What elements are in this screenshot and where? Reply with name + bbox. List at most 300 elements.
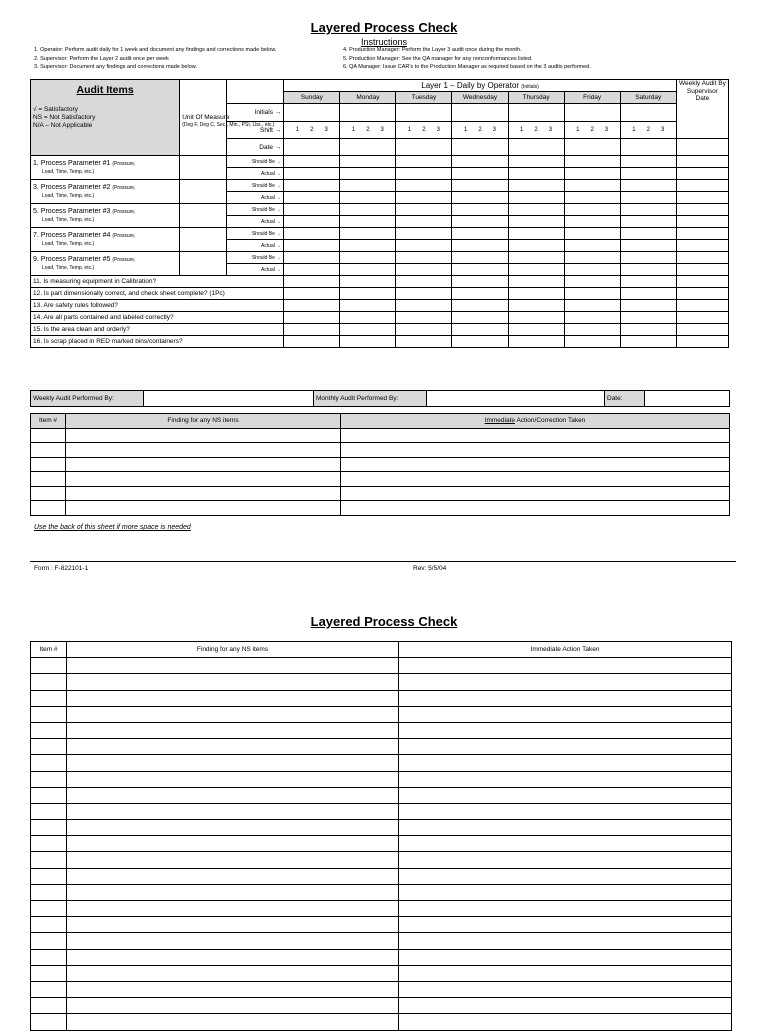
weekly-date-cell[interactable] [676, 139, 728, 156]
table-row [31, 1014, 732, 1030]
finding-cell[interactable] [67, 771, 399, 787]
value-cell[interactable] [508, 216, 564, 228]
should-be-label: Should Be → [227, 180, 284, 192]
value-cell[interactable] [452, 252, 508, 264]
parameter-label: 9. Process Parameter #5 (Pressure, Load, Time, Temp, etc.) [31, 252, 180, 276]
table-row [31, 428, 730, 443]
finding-cell[interactable] [66, 457, 341, 472]
table-row [31, 501, 730, 516]
finding-cell[interactable] [67, 884, 399, 900]
table-row [31, 820, 732, 836]
check-cell[interactable] [676, 300, 728, 312]
value-cell[interactable] [452, 240, 508, 252]
unit-cell[interactable] [180, 204, 227, 228]
value-cell[interactable] [452, 180, 508, 192]
item-cell[interactable] [31, 658, 67, 674]
value-cell[interactable] [396, 168, 452, 180]
value-cell[interactable] [396, 252, 452, 264]
check-cell[interactable] [676, 288, 728, 300]
item-cell[interactable] [31, 690, 67, 706]
check-cell[interactable] [508, 324, 564, 336]
shift-cell[interactable]: 1 2 3 [340, 122, 396, 139]
item-cell[interactable] [31, 933, 67, 949]
item-cell[interactable] [31, 755, 67, 771]
value-cell[interactable] [564, 180, 620, 192]
finding-cell[interactable] [67, 820, 399, 836]
table-row [31, 690, 732, 706]
table-row [31, 965, 732, 981]
value-cell[interactable] [508, 264, 564, 276]
legend-satisfactory: √ = Satisfactory [33, 106, 78, 113]
date-cell[interactable] [620, 139, 676, 156]
audit-items-title: Audit Items [76, 84, 134, 96]
item-cell[interactable] [31, 998, 67, 1014]
check-cell[interactable] [284, 336, 340, 348]
item-cell[interactable] [31, 868, 67, 884]
value-cell[interactable] [508, 228, 564, 240]
table-row [31, 486, 730, 501]
action-cell[interactable] [399, 658, 732, 674]
action-cell[interactable] [399, 965, 732, 981]
action-cell[interactable] [399, 884, 732, 900]
check-cell[interactable] [340, 276, 396, 288]
table-row [31, 836, 732, 852]
action-cell[interactable] [399, 917, 732, 933]
actual-label: Actual → [227, 168, 284, 180]
check-cell[interactable] [508, 336, 564, 348]
finding-cell[interactable] [66, 501, 341, 516]
value-cell[interactable] [396, 204, 452, 216]
check-cell[interactable] [452, 276, 508, 288]
item-cell[interactable] [31, 501, 66, 516]
finding-cell[interactable] [67, 658, 399, 674]
finding-cell[interactable] [67, 933, 399, 949]
value-cell[interactable] [340, 228, 396, 240]
action-cell[interactable] [399, 755, 732, 771]
value-cell[interactable] [620, 192, 676, 204]
item-cell[interactable] [31, 949, 67, 965]
check-cell[interactable] [508, 312, 564, 324]
item-cell[interactable] [31, 443, 66, 458]
check-cell[interactable] [396, 300, 452, 312]
day-monday: Monday [340, 92, 396, 104]
action-cell[interactable] [399, 722, 732, 738]
finding-cell[interactable] [67, 803, 399, 819]
legend-not-applicable: N/A – Not Applicable [33, 122, 93, 129]
shift-cell[interactable]: 1 2 3 [620, 122, 676, 139]
action-cell[interactable] [399, 787, 732, 803]
finding-cell[interactable] [66, 443, 341, 458]
parameter-label: 3. Process Parameter #2 (Pressure, Load, Time, Temp, etc.) [31, 180, 180, 204]
date-cell[interactable] [564, 139, 620, 156]
finding-cell[interactable] [67, 917, 399, 933]
check-cell[interactable] [452, 300, 508, 312]
value-cell[interactable] [396, 228, 452, 240]
check-cell[interactable] [564, 288, 620, 300]
value-cell[interactable] [396, 192, 452, 204]
value-cell[interactable] [284, 240, 340, 252]
value-cell[interactable] [284, 204, 340, 216]
unit-label: Unit Of Measure [182, 114, 230, 121]
monthly-audit-field[interactable] [427, 391, 605, 407]
check-cell[interactable] [284, 276, 340, 288]
finding-cell[interactable] [67, 949, 399, 965]
item-cell[interactable] [31, 428, 66, 443]
action-cell[interactable] [399, 739, 732, 755]
value-cell[interactable] [676, 168, 728, 180]
revision: Rev: 5/5/04 [413, 565, 447, 572]
value-cell[interactable] [452, 264, 508, 276]
value-cell[interactable] [676, 180, 728, 192]
finding-cell[interactable] [66, 428, 341, 443]
check-cell[interactable] [676, 276, 728, 288]
value-cell[interactable] [620, 240, 676, 252]
audit-items-cell [31, 80, 180, 156]
value-cell[interactable] [340, 216, 396, 228]
check-cell[interactable] [340, 324, 396, 336]
check-cell[interactable] [396, 288, 452, 300]
table-row [31, 901, 732, 917]
weekly-audit-label: Weekly Audit Performed By: [31, 391, 144, 407]
value-cell[interactable] [340, 264, 396, 276]
value-cell[interactable] [620, 264, 676, 276]
action-cell[interactable] [399, 949, 732, 965]
item-cell[interactable] [31, 674, 67, 690]
audit-table [30, 79, 729, 348]
finding-cell[interactable] [67, 852, 399, 868]
question-label: 14. Are all parts contained and labeled correctly? [31, 312, 284, 324]
value-cell[interactable] [564, 228, 620, 240]
initials-cell[interactable] [340, 104, 396, 122]
action-cell[interactable] [341, 428, 730, 443]
check-cell[interactable] [396, 324, 452, 336]
table-row [31, 674, 732, 690]
date-cell[interactable] [508, 139, 564, 156]
check-cell[interactable] [284, 324, 340, 336]
finding-cell[interactable] [67, 836, 399, 852]
item-cell[interactable] [31, 771, 67, 787]
action-cell[interactable] [399, 803, 732, 819]
check-cell[interactable] [452, 324, 508, 336]
should-be-label: Should Be → [227, 156, 284, 168]
value-cell[interactable] [340, 192, 396, 204]
finding-cell[interactable] [67, 965, 399, 981]
layer-header: Layer 1 – Daily by Operator (Initials) [284, 80, 677, 92]
item-cell[interactable] [31, 884, 67, 900]
value-cell[interactable] [396, 216, 452, 228]
finding-cell[interactable] [67, 868, 399, 884]
day-thursday: Thursday [508, 92, 564, 104]
action-cell[interactable] [399, 981, 732, 997]
instruction-2: 2. Supervisor: Perform the Layer 2 audit once per week [34, 55, 169, 62]
instruction-4: 4. Production Manager: Perform the Layer 3 audit once during the month. [343, 47, 522, 53]
check-cell[interactable] [564, 324, 620, 336]
check-cell[interactable] [676, 312, 728, 324]
shift-cell[interactable]: 1 2 3 [284, 122, 340, 139]
legend-not-satisfactory: NS = Not Satisfactory [33, 114, 96, 121]
value-cell[interactable] [508, 180, 564, 192]
unit-cell[interactable] [180, 156, 227, 180]
action-cell[interactable] [399, 868, 732, 884]
item-cell[interactable] [31, 852, 67, 868]
value-cell[interactable] [340, 252, 396, 264]
item-cell[interactable] [31, 803, 67, 819]
actual-label: Actual → [227, 216, 284, 228]
value-cell[interactable] [676, 192, 728, 204]
check-cell[interactable] [340, 336, 396, 348]
value-cell[interactable] [284, 228, 340, 240]
value-cell[interactable] [620, 216, 676, 228]
finding-cell[interactable] [66, 486, 341, 501]
question-label: 15. Is the area clean and orderly? [31, 324, 284, 336]
shift-cell[interactable]: 1 2 3 [396, 122, 452, 139]
action-cell[interactable] [399, 933, 732, 949]
should-be-label: Should Be → [227, 252, 284, 264]
item-cell[interactable] [31, 901, 67, 917]
instructions-left [34, 46, 276, 72]
date-field[interactable] [645, 391, 730, 407]
action-cell[interactable] [399, 690, 732, 706]
value-cell[interactable] [284, 252, 340, 264]
weekly-audit-field[interactable] [144, 391, 314, 407]
action-cell[interactable] [399, 706, 732, 722]
question-label: 12. Is part dimensionally correct, and check sheet complete? (1Pc) [31, 288, 284, 300]
value-cell[interactable] [620, 252, 676, 264]
value-cell[interactable] [676, 252, 728, 264]
date-cell[interactable] [452, 139, 508, 156]
table-row [31, 722, 732, 738]
value-cell[interactable] [620, 204, 676, 216]
value-cell[interactable] [676, 156, 728, 168]
check-cell[interactable] [620, 336, 676, 348]
question-label: 13. Are safety rules followed? [31, 300, 284, 312]
date-cell[interactable] [340, 139, 396, 156]
value-cell[interactable] [564, 168, 620, 180]
check-cell[interactable] [340, 288, 396, 300]
finding-cell[interactable] [67, 901, 399, 917]
action-cell[interactable] [399, 852, 732, 868]
item-cell[interactable] [31, 965, 67, 981]
value-cell[interactable] [396, 180, 452, 192]
initials-cell[interactable] [620, 104, 676, 122]
value-cell[interactable] [452, 192, 508, 204]
finding-cell[interactable] [67, 739, 399, 755]
finding-cell[interactable] [67, 1014, 399, 1030]
value-cell[interactable] [284, 168, 340, 180]
item-cell[interactable] [31, 787, 67, 803]
action-cell[interactable] [399, 820, 732, 836]
value-cell[interactable] [620, 180, 676, 192]
check-cell[interactable] [508, 276, 564, 288]
check-cell[interactable] [620, 276, 676, 288]
value-cell[interactable] [676, 228, 728, 240]
check-cell[interactable] [564, 276, 620, 288]
value-cell[interactable] [452, 228, 508, 240]
value-cell[interactable] [340, 240, 396, 252]
check-cell[interactable] [620, 288, 676, 300]
item-cell[interactable] [31, 739, 67, 755]
value-cell[interactable] [284, 180, 340, 192]
value-cell[interactable] [340, 168, 396, 180]
value-cell[interactable] [676, 240, 728, 252]
check-cell[interactable] [340, 312, 396, 324]
shift-cell[interactable]: 1 2 3 [508, 122, 564, 139]
parameter-label: 1. Process Parameter #1 (Pressure, Load, Time, Temp, etc.) [31, 156, 180, 180]
value-cell[interactable] [508, 156, 564, 168]
check-cell[interactable] [564, 300, 620, 312]
action-header: Immediate Action Taken [399, 642, 732, 658]
check-cell[interactable] [396, 336, 452, 348]
value-cell[interactable] [676, 204, 728, 216]
initials-cell[interactable] [564, 104, 620, 122]
value-cell[interactable] [508, 240, 564, 252]
page2-title: Layered Process Check [310, 614, 458, 629]
unit-cell[interactable] [180, 180, 227, 204]
value-cell[interactable] [564, 192, 620, 204]
finding-cell[interactable] [67, 981, 399, 997]
value-cell[interactable] [452, 156, 508, 168]
check-cell[interactable] [620, 300, 676, 312]
action-cell[interactable] [341, 472, 730, 487]
value-cell[interactable] [452, 216, 508, 228]
value-cell[interactable] [564, 240, 620, 252]
finding-cell[interactable] [67, 706, 399, 722]
value-cell[interactable] [620, 168, 676, 180]
value-cell[interactable] [508, 192, 564, 204]
day-friday: Friday [564, 92, 620, 104]
table-row [31, 755, 732, 771]
initials-cell[interactable] [508, 104, 564, 122]
date-cell[interactable] [396, 139, 452, 156]
monthly-audit-label: Monthly Audit Performed By: [314, 391, 427, 407]
action-cell[interactable] [399, 901, 732, 917]
value-cell[interactable] [284, 192, 340, 204]
item-cell[interactable] [31, 472, 66, 487]
initials-cell[interactable] [452, 104, 508, 122]
value-cell[interactable] [396, 264, 452, 276]
check-cell[interactable] [452, 336, 508, 348]
action-cell[interactable] [399, 771, 732, 787]
value-cell[interactable] [508, 252, 564, 264]
action-cell[interactable] [399, 1014, 732, 1030]
check-cell[interactable] [676, 336, 728, 348]
table-row [31, 949, 732, 965]
check-cell[interactable] [620, 312, 676, 324]
action-cell[interactable] [341, 486, 730, 501]
value-cell[interactable] [340, 156, 396, 168]
value-cell[interactable] [564, 264, 620, 276]
item-cell[interactable] [31, 706, 67, 722]
unit-sub: (Deg F, Deg C, Sec., Min., PSI, Lbs., etc.) [182, 121, 275, 128]
value-cell[interactable] [284, 264, 340, 276]
check-cell[interactable] [452, 288, 508, 300]
action-cell[interactable] [341, 443, 730, 458]
actual-label: Actual → [227, 192, 284, 204]
value-cell[interactable] [676, 264, 728, 276]
action-cell[interactable] [399, 674, 732, 690]
item-cell[interactable] [31, 457, 66, 472]
value-cell[interactable] [564, 216, 620, 228]
initials-cell[interactable] [284, 104, 340, 122]
finding-cell[interactable] [67, 998, 399, 1014]
table-row [31, 981, 732, 997]
check-cell[interactable] [620, 324, 676, 336]
initials-label: Initials → [227, 104, 284, 122]
check-cell[interactable] [508, 300, 564, 312]
value-cell[interactable] [284, 216, 340, 228]
value-cell[interactable] [284, 156, 340, 168]
form-number: Form : F-822101-1 [34, 565, 89, 572]
action-cell[interactable] [399, 998, 732, 1014]
item-cell[interactable] [31, 1014, 67, 1030]
check-cell[interactable] [676, 324, 728, 336]
finding-cell[interactable] [67, 674, 399, 690]
check-cell[interactable] [564, 336, 620, 348]
unit-cell[interactable] [180, 228, 227, 252]
finding-cell[interactable] [67, 787, 399, 803]
value-cell[interactable] [340, 204, 396, 216]
item-cell[interactable] [31, 981, 67, 997]
action-cell[interactable] [399, 836, 732, 852]
check-cell[interactable] [396, 276, 452, 288]
value-cell[interactable] [508, 168, 564, 180]
value-cell[interactable] [620, 156, 676, 168]
item-cell[interactable] [31, 917, 67, 933]
action-cell[interactable] [341, 457, 730, 472]
value-cell[interactable] [676, 216, 728, 228]
table-row [31, 998, 732, 1014]
value-cell[interactable] [452, 204, 508, 216]
shift-cell[interactable]: 1 2 3 [564, 122, 620, 139]
check-cell[interactable] [340, 300, 396, 312]
initials-cell[interactable] [396, 104, 452, 122]
check-cell[interactable] [452, 312, 508, 324]
value-cell[interactable] [396, 240, 452, 252]
item-cell[interactable] [31, 836, 67, 852]
table-row [31, 787, 732, 803]
shift-cell[interactable]: 1 2 3 [452, 122, 508, 139]
value-cell[interactable] [564, 252, 620, 264]
value-cell[interactable] [396, 156, 452, 168]
value-cell[interactable] [340, 180, 396, 192]
action-header: Immediate Action/Correction Taken [341, 414, 730, 429]
findings-table [30, 413, 730, 516]
finding-cell[interactable] [67, 690, 399, 706]
check-cell[interactable] [284, 312, 340, 324]
item-cell[interactable] [31, 722, 67, 738]
value-cell[interactable] [564, 156, 620, 168]
check-cell[interactable] [564, 312, 620, 324]
check-cell[interactable] [284, 300, 340, 312]
action-cell[interactable] [341, 501, 730, 516]
item-cell[interactable] [31, 820, 67, 836]
actual-label: Actual → [227, 240, 284, 252]
item-cell[interactable] [31, 486, 66, 501]
date-cell[interactable] [284, 139, 340, 156]
value-cell[interactable] [620, 228, 676, 240]
finding-cell[interactable] [66, 472, 341, 487]
check-cell[interactable] [284, 288, 340, 300]
value-cell[interactable] [452, 168, 508, 180]
unit-cell[interactable] [180, 252, 227, 276]
value-cell[interactable] [564, 204, 620, 216]
value-cell[interactable] [508, 204, 564, 216]
finding-cell[interactable] [67, 755, 399, 771]
check-cell[interactable] [508, 288, 564, 300]
table-row [31, 739, 732, 755]
finding-cell[interactable] [67, 722, 399, 738]
check-cell[interactable] [396, 312, 452, 324]
